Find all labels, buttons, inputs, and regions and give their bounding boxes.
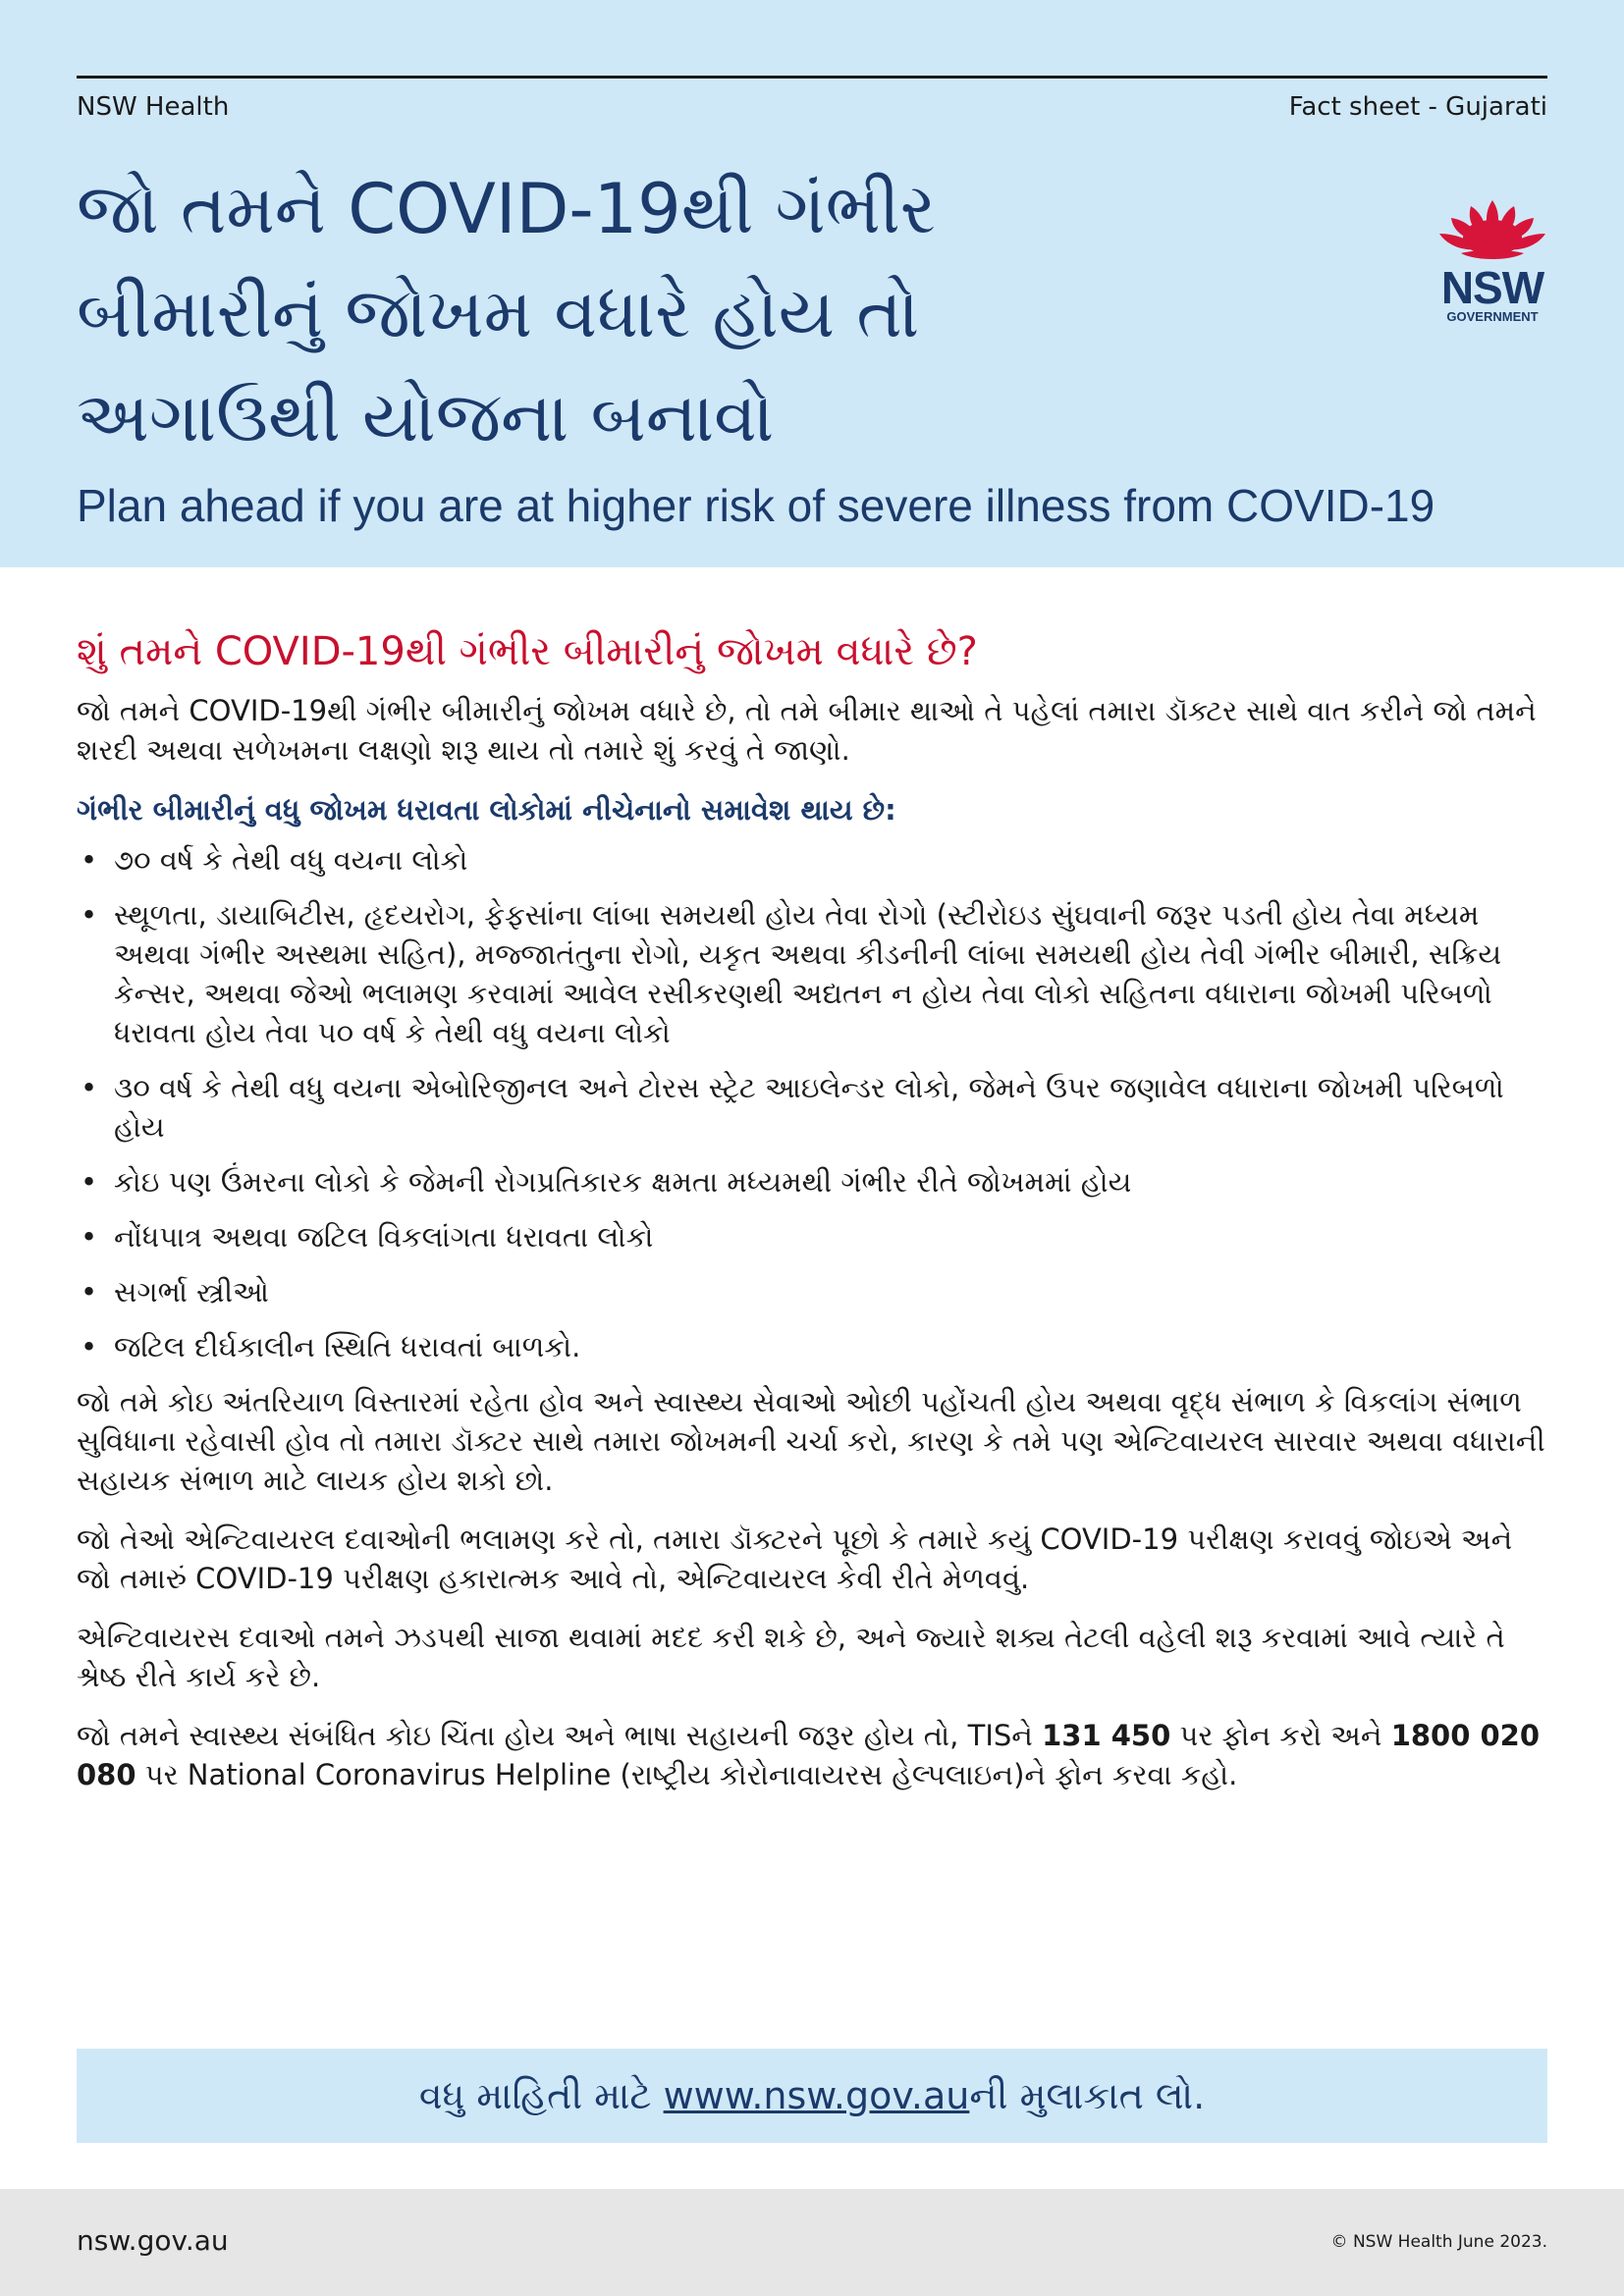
section-heading: શું તમને COVID-19થી ગંભીર બીમારીનું જોખમ વધારે છે? [77,629,978,674]
footer-copyright: © NSW Health June 2023. [1330,2232,1547,2252]
bullet-icon: • [81,1275,98,1308]
risk-groups-heading: ગંભીર બીમારીનું વધુ જોખમ ધરાવતા લોકોમાં નીચેનાનો સમાવેશ થાય છે: [77,793,896,827]
list-item [77,895,1547,1052]
more-info-banner [77,2049,1547,2143]
antiviral-help-paragraph: એન્ટિવાયરસ દવાઓ તમને ઝડપથી સાજા થવામાં મદદ કરી શકે છે, અને જ્યારે શક્ય તેટલી વહેલી શરૂ કરવામાં આવે ત્યારે તે શ્રેષ્ઠ રીતે કાર્ય કરે છે. [77,1621,1505,1693]
list-item-text: કોઇ પણ ઉંમરના લોકો કે જેમની રોગપ્રતિકારક ક્ષમતા મધ્યમથી ગંભીર રીતે જોખમમાં હોય [114,1165,1132,1199]
tis-text-1: જો તમને સ્વાસ્થ્ય સંબંધિત કોઇ ચિંતા હોય અને ભાષા સહાયની જરૂર હોય તો, TISને [77,1719,1043,1752]
logo-nsw-text: NSW [1440,262,1544,313]
title-line: જો તમને COVID-19થી ગંભીર [77,169,936,249]
page-title-english: Plan ahead if you are at higher risk of severe illness from COVID-19 [77,480,1435,531]
main-content [77,624,1547,1814]
list-item [77,1068,1547,1147]
bullet-icon: • [81,843,98,877]
title-line: અગાઉથી યોજના બનાવો [77,377,775,457]
org-name: NSW Health [77,92,230,122]
footer [0,2189,1624,2296]
intro-paragraph: જો તમને COVID-19થી ગંભીર બીમારીનું જોખમ વધારે છે, તો તમે બીમાર થાઓ તે પહેલાં તમારા ડૉક્ટર સાથે વાત કરીને જો તમને શરદી અથવા સળેખમના લક્ષણો શરૂ થાય તો તમારે શું કરવું તે જાણો. [77,694,1537,767]
list-item-text: જટિલ દીર્ઘકાલીન સ્થિતિ ધરાવતાં બાળકો. [114,1330,581,1363]
cta-suffix: ની મુલાકાત લો. [969,2074,1206,2117]
logo-government-text: GOVERNMENT [1446,309,1539,324]
antiviral-ask-paragraph: જો તેઓ એન્ટિવાયરલ દવાઓની ભલામણ કરે તો, તમારા ડૉક્ટરને પૂછો કે તમારે કયું COVID-19 પરીક્ષણ કરાવવું જોઇએ અને જો તમારું COVID-19 પરીક્ષણ હકારાત્મક આવે તો, એન્ટિવાયરલ કેવી રીતે મેળવવું. [77,1522,1513,1595]
bullet-icon: • [81,1071,98,1104]
list-item [77,1272,1547,1311]
header-banner [0,0,1624,567]
waratah-icon [1432,196,1553,267]
bullet-icon: • [81,1165,98,1199]
risk-groups-list [77,840,1547,1366]
list-item [77,1217,1547,1256]
list-item-text: સગર્ભા સ્ત્રીઓ [114,1275,269,1308]
list-item [77,1327,1547,1366]
footer-site: nsw.gov.au [77,2224,229,2257]
tis-phone-number: 131 450 [1042,1719,1171,1752]
sheet-type: Fact sheet - Gujarati [1288,92,1547,122]
cta-prefix: વધુ માહિતી માટે [418,2074,664,2117]
remote-care-paragraph: જો તમે કોઇ અંતરિયાળ વિસ્તારમાં રહેતા હોવ અને સ્વાસ્થ્ય સેવાઓ ઓછી પહોંચતી હોય અથવા વૃદ્ધ સંભાળ કે વિકલાંગ સંભાળ સુવિધાના રહેવાસી હોવ તો તમારા ડૉક્ટર સાથે તમારા જોખમની ચર્ચા કરો, કારણ કે તમે પણ એન્ટિવાયરલ સારવાર અથવા વધારાની સહાયક સંભાળ માટે લાયક હોય શકો છો. [77,1385,1545,1497]
tis-paragraph [77,1716,1547,1794]
bullet-icon: • [81,1330,98,1363]
list-item-text: નોંધપાત્ર અથવા જટિલ વિકલાંગતા ધરાવતા લોકો [114,1220,654,1254]
bullet-icon: • [81,898,98,932]
tis-text-2: પર ફોન કરો અને [1170,1719,1391,1752]
helpline-phone-number: 1800 020 080 [77,1719,1541,1791]
tis-text-3: પર National Coronavirus Helpline (રાષ્ટ્રીય કોરોનાવાયરસ હેલ્પલાઇન)ને ફોન કરવા કહો. [135,1758,1238,1791]
list-item [77,840,1547,880]
logo-wordmark [1432,262,1553,324]
title-line: બીમારીનું જોખમ વધારે હોય તો [77,273,920,353]
nsw-website-link[interactable]: www.nsw.gov.au [663,2074,970,2117]
list-item-text: ૭૦ વર્ષ કે તેથી વધુ વયના લોકો [114,843,468,877]
list-item-text: સ્થૂળતા, ડાયાબિટીસ, હૃદયરોગ, ફેફસાંના લાંબા સમયથી હોય તેવા રોગો (સ્ટીરોઇડ સુંઘવાની જરૂર પડતી હોય તેવા મધ્યમ અથવા ગંભીર અસ્થમા સહિત), મજ્જાતંતુના રોગો, યકૃત અથવા કીડનીની લાંબા સમયથી હોય તેવી ગંભીર બીમારી, સક્રિય કેન્સર, અથવા જેઓ ભલામણ કરવામાં આવેલ રસીકરણથી અદ્યતન ન હોય તેવા લોકો સહિતના વધારાના જોખમી પરિબળો ધરાવતા હોય તેવા ૫૦ વર્ષ કે તેથી વધુ વયના લોકો [114,898,1502,1049]
bullet-icon: • [81,1220,98,1254]
nsw-government-logo [1432,196,1553,324]
header-rule [77,76,1547,79]
page-title-gujarati [77,157,1353,469]
list-item-text: ૩૦ વર્ષ કે તેથી વધુ વયના એબોરિજીનલ અને ટોરસ સ્ટ્રેટ આઇલેન્ડર લોકો, જેમને ઉપર જણાવેલ વધારાના જોખમી પરિબળો હોય [114,1071,1504,1144]
list-item [77,1162,1547,1201]
